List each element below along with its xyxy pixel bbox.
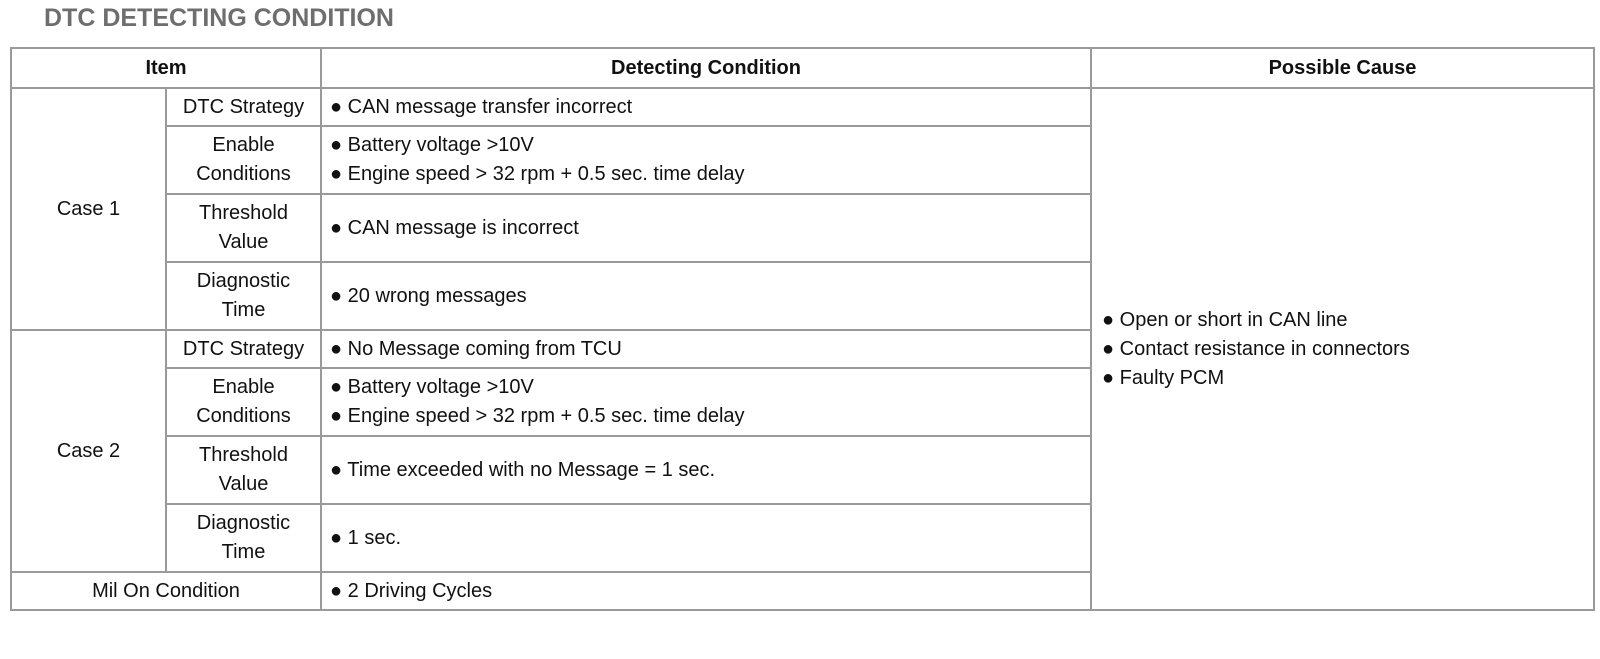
item-dtc-strategy: DTC Strategy bbox=[166, 88, 321, 126]
condition-line: ● No Message coming from TCU bbox=[330, 337, 622, 360]
item-line: Diagnostic bbox=[196, 512, 291, 534]
page-title: DTC DETECTING CONDITION bbox=[44, 4, 394, 32]
condition-line: ● Engine speed > 32 rpm + 0.5 sec. time delay bbox=[330, 163, 745, 185]
header-item: Item bbox=[11, 48, 321, 88]
cause-line: ● Faulty PCM bbox=[1102, 366, 1225, 389]
condition-line: ● Battery voltage >10V bbox=[330, 376, 534, 398]
header-detecting-condition: Detecting Condition bbox=[321, 48, 1091, 88]
condition-line: ● Engine speed > 32 rpm + 0.5 sec. time delay bbox=[330, 405, 745, 427]
case-1-label: Case 1 bbox=[11, 88, 166, 330]
item-line: Time bbox=[221, 299, 266, 321]
item-line: Diagnostic bbox=[196, 270, 291, 292]
item-enable-conditions bbox=[166, 368, 321, 436]
header-possible-cause: Possible Cause bbox=[1091, 48, 1594, 88]
condition-cell bbox=[321, 504, 1091, 572]
condition-line: ● 20 wrong messages bbox=[330, 284, 527, 307]
condition-line: ● Time exceeded with no Message = 1 sec. bbox=[330, 458, 716, 481]
item-diagnostic-time bbox=[166, 262, 321, 330]
condition-line: ● CAN message transfer incorrect bbox=[330, 95, 633, 118]
item-line: Value bbox=[218, 231, 269, 253]
case-2-label: Case 2 bbox=[11, 330, 166, 572]
condition-cell bbox=[321, 572, 1091, 610]
item-dtc-strategy: DTC Strategy bbox=[166, 330, 321, 368]
condition-cell bbox=[321, 88, 1091, 126]
item-line: Threshold bbox=[199, 202, 288, 224]
condition-cell bbox=[321, 194, 1091, 262]
item-enable-conditions bbox=[166, 126, 321, 194]
condition-line: ● Battery voltage >10V bbox=[330, 134, 534, 156]
item-threshold-value bbox=[166, 194, 321, 262]
condition-cell bbox=[321, 436, 1091, 504]
condition-line: ● 2 Driving Cycles bbox=[330, 579, 493, 602]
item-line: Conditions bbox=[196, 163, 291, 185]
condition-cell bbox=[321, 262, 1091, 330]
item-line: Value bbox=[218, 473, 269, 495]
item-diagnostic-time bbox=[166, 504, 321, 572]
item-line: Conditions bbox=[196, 405, 291, 427]
condition-line: ● 1 sec. bbox=[330, 526, 401, 549]
condition-cell bbox=[321, 368, 1091, 436]
dtc-table bbox=[10, 47, 1595, 611]
item-line: Time bbox=[221, 541, 266, 563]
table-row bbox=[11, 88, 1594, 126]
possible-cause-cell bbox=[1091, 88, 1594, 610]
item-line: Enable bbox=[212, 134, 275, 156]
cause-line: ● Contact resistance in connectors bbox=[1102, 337, 1410, 360]
item-line: Threshold bbox=[199, 444, 288, 466]
item-threshold-value bbox=[166, 436, 321, 504]
item-line: Enable bbox=[212, 376, 275, 398]
condition-cell bbox=[321, 126, 1091, 194]
mil-on-condition-label: Mil On Condition bbox=[11, 572, 321, 610]
header-row bbox=[11, 48, 1594, 88]
cause-line: ● Open or short in CAN line bbox=[1102, 308, 1348, 331]
condition-line: ● CAN message is incorrect bbox=[330, 216, 579, 239]
condition-cell bbox=[321, 330, 1091, 368]
